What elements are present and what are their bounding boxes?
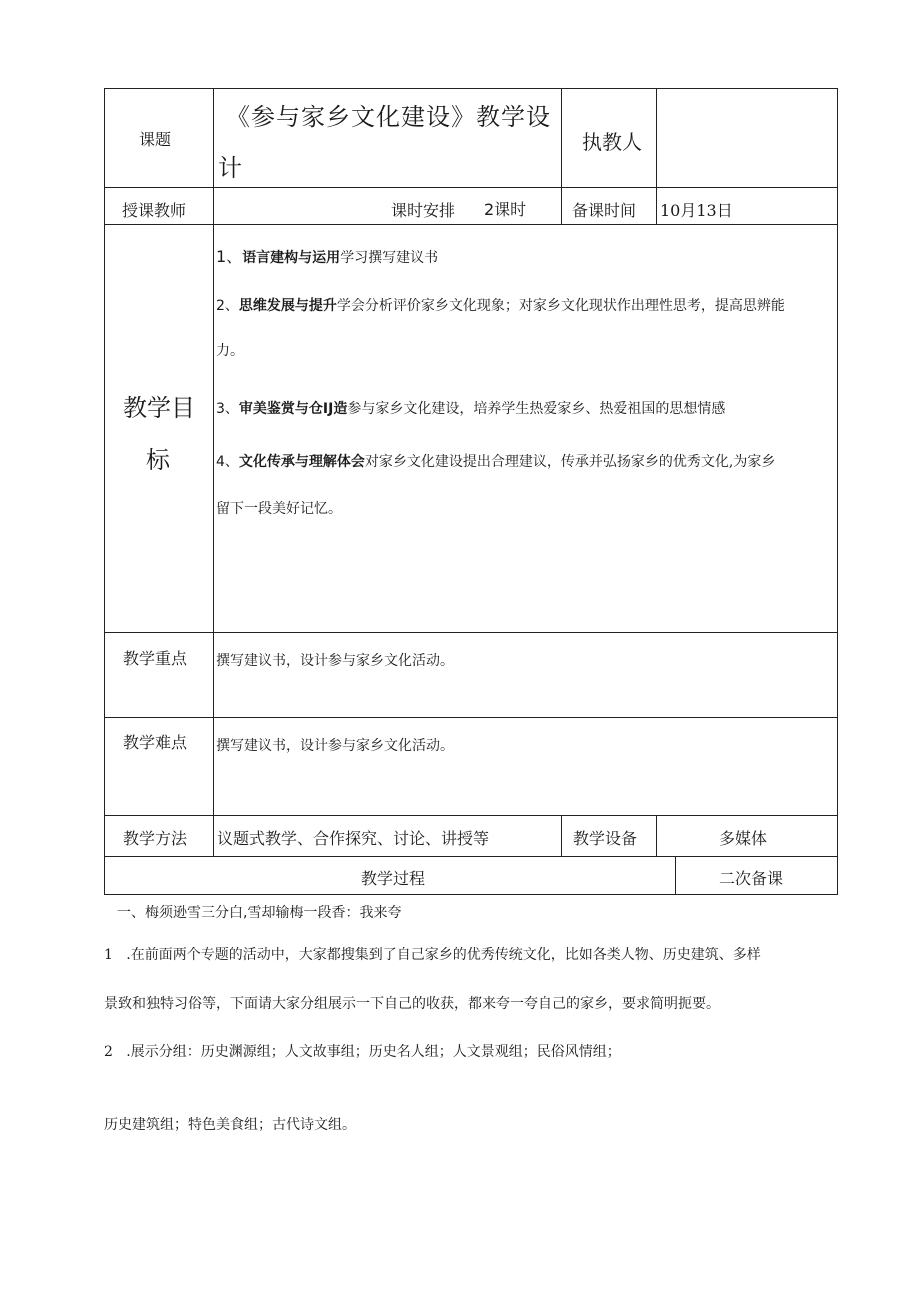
paragraph-1-cont: 景致和独特习俗等，下面请大家分组展示一下自己的收获，都来夸一夸自己的家乡，要求简明扼要。 xyxy=(104,996,720,1012)
table-border-left xyxy=(104,88,105,895)
equipment-label: 教学设备 xyxy=(573,829,638,848)
paragraph-1 xyxy=(104,944,761,964)
objective-text: 参与家乡文化建设，培养学生热爱家乡、热爱祖国的思想情感 xyxy=(347,401,726,417)
course-label: 课题 xyxy=(139,130,172,149)
objective-text: 学习撰写建议书 xyxy=(340,250,439,266)
key-points-label: 教学重点 xyxy=(123,649,188,668)
prep-time-label: 备课时间 xyxy=(572,201,637,220)
paragraph-2-cont: 历史建筑组；特色美食组；古代诗文组。 xyxy=(104,1117,356,1133)
course-title-line2: 计 xyxy=(218,154,242,182)
section-title: 一、梅须逊雪三分白,雪却输梅一段香：我来夸 xyxy=(117,905,402,921)
table-border-right xyxy=(837,88,838,895)
objective-head: 文化传承与理解体会 xyxy=(238,454,365,470)
prep-time-value: 10月13日 xyxy=(660,201,733,220)
table-rule xyxy=(104,815,838,816)
objective-number: 2、 xyxy=(216,298,239,314)
table-rule xyxy=(104,717,838,718)
table-column-rule xyxy=(213,88,214,856)
objective-head: 审美鉴赏与仓IJ造 xyxy=(238,401,348,417)
methods-value: 议题式教学、合作探究、讨论、讲授等 xyxy=(217,829,490,848)
second-prep-label: 二次备课 xyxy=(719,869,784,888)
objective-item-3 xyxy=(216,398,725,418)
objective-head: 思维发展与提升 xyxy=(238,298,337,314)
objective-item-4 xyxy=(216,451,775,471)
objectives-label-line2: 标 xyxy=(146,446,170,474)
methods-label: 教学方法 xyxy=(123,829,188,848)
course-title-line1: 《参与家乡文化建设》教学设 xyxy=(226,103,551,131)
table-rule xyxy=(104,856,838,857)
objective-text: 学会分析评价家乡文化现象；对家乡文化现状作出理性思考，提高思辨能 xyxy=(336,298,785,314)
process-label: 教学过程 xyxy=(361,869,426,888)
table-border-top xyxy=(104,88,838,89)
table-rule xyxy=(104,224,838,225)
teacher-label: 执教人 xyxy=(582,130,642,154)
table-rule xyxy=(104,632,838,633)
objective-item-4-cont: 留下一段美好记忆。 xyxy=(216,501,342,517)
paragraph-number: 1 xyxy=(104,947,113,963)
table-column-rule xyxy=(656,815,657,857)
key-points-value: 撰写建议书，设计参与家乡文化活动。 xyxy=(216,653,454,669)
objective-item-2-cont: 力。 xyxy=(216,343,244,359)
schedule-value: 2课时 xyxy=(484,200,527,219)
lecturer-label: 授课教师 xyxy=(122,201,187,220)
difficulties-value: 撰写建议书，设计参与家乡文化活动。 xyxy=(216,738,454,754)
table-column-rule xyxy=(561,815,562,857)
objective-number: 1、 xyxy=(216,247,243,266)
objective-head: 语言建构与运用 xyxy=(242,250,341,266)
paragraph-number: 2 xyxy=(104,1044,113,1060)
paragraph-text: .展示分组：历史渊源组；人文故事组；历史名人组；人文景观组；民俗风情组； xyxy=(126,1044,621,1060)
table-column-rule xyxy=(561,88,562,225)
objective-item-1 xyxy=(216,244,438,267)
table-column-rule xyxy=(675,856,676,895)
table-column-rule xyxy=(656,88,657,225)
objective-text: 对家乡文化建设提出合理建议，传承并弘扬家乡的优秀文化,为家乡 xyxy=(364,454,776,470)
difficulties-label: 教学难点 xyxy=(123,733,188,752)
objective-item-2 xyxy=(216,295,785,315)
schedule-label: 课时安排 xyxy=(391,201,456,220)
objective-number: 3、 xyxy=(216,401,239,417)
equipment-value: 多媒体 xyxy=(719,829,768,848)
paragraph-2 xyxy=(104,1041,621,1061)
objectives-label-line1: 教学目 xyxy=(123,394,195,422)
objective-number: 4、 xyxy=(216,454,239,470)
table-border-bottom xyxy=(104,894,838,895)
table-rule xyxy=(104,187,838,188)
paragraph-text: .在前面两个专题的活动中，大家都搜集到了自己家乡的优秀传统文化，比如各类人物、历史建筑、多样 xyxy=(126,947,761,963)
